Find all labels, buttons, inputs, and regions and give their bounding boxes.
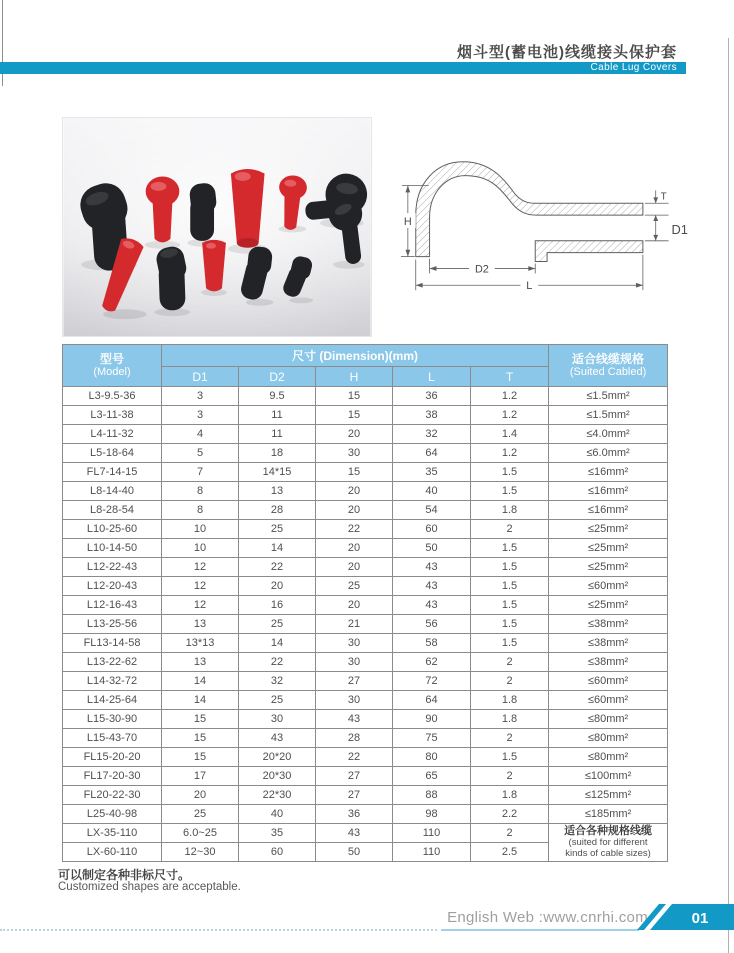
cell-model: FL20-22-30 (63, 786, 162, 805)
cell-l: 32 (393, 425, 471, 444)
col-header-suited: 适合线缆规格 (Suited Cabled) (549, 345, 668, 387)
cell-h: 43 (316, 710, 393, 729)
right-margin-rule (728, 38, 729, 953)
cell-t: 1.5 (471, 558, 549, 577)
label-l: L (526, 280, 533, 293)
cell-suited: ≤60mm² (549, 577, 668, 596)
cell-d2: 20*30 (239, 767, 316, 786)
cell-t: 1.4 (471, 425, 549, 444)
cell-t: 1.5 (471, 748, 549, 767)
cell-suited: ≤100mm² (549, 767, 668, 786)
cell-d1: 6.0~25 (162, 824, 239, 843)
cell-model: L12-16-43 (63, 596, 162, 615)
cell-h: 30 (316, 634, 393, 653)
cell-suited: ≤25mm² (549, 596, 668, 615)
cell-d1: 10 (162, 539, 239, 558)
cell-t: 1.5 (471, 596, 549, 615)
cell-suited: ≤80mm² (549, 729, 668, 748)
cell-d2: 28 (239, 501, 316, 520)
table-row (63, 387, 668, 406)
cell-h: 15 (316, 387, 393, 406)
cell-suited: ≤4.0mm² (549, 425, 668, 444)
footer-dotted-line (0, 929, 437, 931)
cell-suited: ≤16mm² (549, 501, 668, 520)
cell-d1: 17 (162, 767, 239, 786)
cell-d1: 12~30 (162, 843, 239, 862)
cell-suited: ≤6.0mm² (549, 444, 668, 463)
cell-d2: 22*30 (239, 786, 316, 805)
cell-d1: 14 (162, 691, 239, 710)
cell-d1: 25 (162, 805, 239, 824)
table-row (63, 729, 668, 748)
cell-model: L25-40-98 (63, 805, 162, 824)
cell-d2: 25 (239, 520, 316, 539)
cell-h: 20 (316, 539, 393, 558)
cell-model: L15-43-70 (63, 729, 162, 748)
cell-d1: 3 (162, 406, 239, 425)
cell-suited: ≤80mm² (549, 748, 668, 767)
cell-t: 2 (471, 767, 549, 786)
table-row (63, 748, 668, 767)
cell-model: L3-9.5-36 (63, 387, 162, 406)
cell-model: L14-25-64 (63, 691, 162, 710)
cell-h: 20 (316, 482, 393, 501)
cell-h: 27 (316, 786, 393, 805)
cell-l: 88 (393, 786, 471, 805)
cell-suited: ≤1.5mm² (549, 387, 668, 406)
cell-t: 1.5 (471, 634, 549, 653)
cell-l: 38 (393, 406, 471, 425)
cell-d2: 20*20 (239, 748, 316, 767)
table-row (63, 653, 668, 672)
cell-d1: 20 (162, 786, 239, 805)
cell-d1: 13*13 (162, 634, 239, 653)
cell-t: 1.2 (471, 387, 549, 406)
cell-d1: 14 (162, 672, 239, 691)
cell-t: 1.5 (471, 463, 549, 482)
cell-t: 1.8 (471, 501, 549, 520)
cell-d1: 7 (162, 463, 239, 482)
cell-t: 2.2 (471, 805, 549, 824)
cell-suited: ≤16mm² (549, 482, 668, 501)
table-row (63, 767, 668, 786)
table-row (63, 425, 668, 444)
cell-l: 98 (393, 805, 471, 824)
cell-l: 90 (393, 710, 471, 729)
cell-h: 15 (316, 406, 393, 425)
table-row (63, 596, 668, 615)
note-cn: 可以制定各种非标尺寸。 (58, 868, 191, 882)
label-h: H (403, 216, 412, 228)
footer-web-url: English Web :www.cnrhi.com (447, 909, 648, 926)
cell-d2: 30 (239, 710, 316, 729)
note-en: Customized shapes are acceptable. (58, 881, 241, 893)
cell-h: 20 (316, 596, 393, 615)
product-photo-graphic (63, 118, 371, 336)
cell-d2: 11 (239, 425, 316, 444)
section-banner-label: Cable Lug Covers (590, 62, 677, 73)
cell-d1: 5 (162, 444, 239, 463)
cell-d2: 60 (239, 843, 316, 862)
table-row (63, 805, 668, 824)
dimension-arrows (405, 186, 658, 288)
cell-d1: 13 (162, 653, 239, 672)
col-header-l: L (393, 367, 471, 387)
cell-suited: ≤38mm² (549, 634, 668, 653)
spec-table (62, 344, 668, 862)
cell-d1: 10 (162, 520, 239, 539)
cell-suited-merged: 适合各种规格线缆 (suited for different kinds of cable sizes) (549, 824, 668, 862)
cell-model: FL17-20-30 (63, 767, 162, 786)
table-row (63, 577, 668, 596)
cell-d1: 12 (162, 596, 239, 615)
table-row (63, 558, 668, 577)
cell-t: 2 (471, 672, 549, 691)
cell-model: L10-25-60 (63, 520, 162, 539)
cell-h: 15 (316, 463, 393, 482)
cell-d1: 13 (162, 615, 239, 634)
cell-t: 2 (471, 729, 549, 748)
cell-t: 1.5 (471, 539, 549, 558)
cell-d2: 14 (239, 634, 316, 653)
cell-d2: 40 (239, 805, 316, 824)
cell-l: 40 (393, 482, 471, 501)
cell-d2: 16 (239, 596, 316, 615)
cell-d2: 35 (239, 824, 316, 843)
cell-model: L8-28-54 (63, 501, 162, 520)
cell-d1: 3 (162, 387, 239, 406)
cell-l: 72 (393, 672, 471, 691)
page-number: 01 (691, 910, 709, 927)
cell-h: 20 (316, 501, 393, 520)
cell-h: 20 (316, 425, 393, 444)
cell-h: 30 (316, 691, 393, 710)
cell-t: 1.8 (471, 691, 549, 710)
cell-d2: 11 (239, 406, 316, 425)
cell-model: L13-25-56 (63, 615, 162, 634)
cross-section-lower (535, 241, 643, 262)
cell-d1: 4 (162, 425, 239, 444)
cell-t: 1.5 (471, 577, 549, 596)
cell-suited: ≤25mm² (549, 558, 668, 577)
cell-h: 27 (316, 672, 393, 691)
col-header-model: 型号 (Model) (63, 345, 162, 387)
cell-d1: 12 (162, 577, 239, 596)
cell-h: 50 (316, 843, 393, 862)
table-row (63, 634, 668, 653)
dimension-lines (401, 186, 669, 291)
product-photo (62, 117, 372, 337)
cell-model: L12-22-43 (63, 558, 162, 577)
table-row (63, 406, 668, 425)
spec-table-body (63, 387, 668, 862)
cell-l: 62 (393, 653, 471, 672)
cell-d1: 15 (162, 710, 239, 729)
cell-l: 36 (393, 387, 471, 406)
cell-t: 1.8 (471, 786, 549, 805)
table-row (63, 691, 668, 710)
cell-model: L13-22-62 (63, 653, 162, 672)
cell-suited: ≤125mm² (549, 786, 668, 805)
product-cover-red-taper-small (202, 240, 226, 292)
cell-h: 25 (316, 577, 393, 596)
table-row (63, 672, 668, 691)
cell-model: FL7-14-15 (63, 463, 162, 482)
table-row (63, 615, 668, 634)
cell-model: FL15-20-20 (63, 748, 162, 767)
cell-suited: ≤38mm² (549, 653, 668, 672)
cell-h: 28 (316, 729, 393, 748)
cell-d1: 8 (162, 501, 239, 520)
cell-t: 2.5 (471, 843, 549, 862)
cell-suited: ≤1.5mm² (549, 406, 668, 425)
cell-d1: 15 (162, 729, 239, 748)
cell-suited: ≤185mm² (549, 805, 668, 824)
cell-t: 1.8 (471, 710, 549, 729)
cell-d2: 22 (239, 653, 316, 672)
cell-suited: ≤16mm² (549, 463, 668, 482)
cell-l: 75 (393, 729, 471, 748)
col-header-t: T (471, 367, 549, 387)
cell-d1: 15 (162, 748, 239, 767)
cell-d2: 18 (239, 444, 316, 463)
cell-l: 43 (393, 596, 471, 615)
cell-t: 1.5 (471, 482, 549, 501)
footer-web-underline (441, 929, 639, 931)
col-header-d1: D1 (162, 367, 239, 387)
cell-d2: 22 (239, 558, 316, 577)
cell-h: 43 (316, 824, 393, 843)
cell-model: L14-32-72 (63, 672, 162, 691)
table-row (63, 444, 668, 463)
cell-model: L5-18-64 (63, 444, 162, 463)
cell-suited: ≤60mm² (549, 691, 668, 710)
cell-model: LX-35-110 (63, 824, 162, 843)
cell-h: 36 (316, 805, 393, 824)
cell-l: 43 (393, 577, 471, 596)
cell-d2: 25 (239, 615, 316, 634)
spec-table-header (63, 345, 668, 387)
cell-suited: ≤60mm² (549, 672, 668, 691)
cell-t: 2 (471, 824, 549, 843)
cell-l: 80 (393, 748, 471, 767)
cell-model: FL13-14-58 (63, 634, 162, 653)
cell-h: 30 (316, 444, 393, 463)
cell-suited: ≤25mm² (549, 520, 668, 539)
table-row (63, 501, 668, 520)
col-header-dimension: 尺寸 (Dimension)(mm) (162, 345, 549, 367)
cell-t: 2 (471, 520, 549, 539)
cell-d1: 8 (162, 482, 239, 501)
table-row (63, 520, 668, 539)
label-d1: D1 (671, 221, 688, 237)
cell-model: L8-14-40 (63, 482, 162, 501)
cell-l: 50 (393, 539, 471, 558)
cell-model: LX-60-110 (63, 843, 162, 862)
cell-l: 35 (393, 463, 471, 482)
cell-h: 20 (316, 558, 393, 577)
cell-d2: 43 (239, 729, 316, 748)
cell-suited: ≤25mm² (549, 539, 668, 558)
cell-model: L15-30-90 (63, 710, 162, 729)
cell-model: L3-11-38 (63, 406, 162, 425)
table-row (63, 539, 668, 558)
cell-l: 54 (393, 501, 471, 520)
cell-d2: 14*15 (239, 463, 316, 482)
dimension-drawing (396, 146, 712, 304)
cell-d1: 12 (162, 558, 239, 577)
cell-d2: 13 (239, 482, 316, 501)
cell-d2: 14 (239, 539, 316, 558)
cell-h: 22 (316, 748, 393, 767)
cell-t: 2 (471, 653, 549, 672)
label-t: T (660, 191, 667, 203)
cell-suited: ≤80mm² (549, 710, 668, 729)
cell-h: 22 (316, 520, 393, 539)
cell-h: 27 (316, 767, 393, 786)
cell-l: 110 (393, 824, 471, 843)
cell-h: 21 (316, 615, 393, 634)
cell-h: 30 (316, 653, 393, 672)
cell-model: L4-11-32 (63, 425, 162, 444)
section-banner (0, 62, 686, 74)
cell-l: 65 (393, 767, 471, 786)
cell-l: 58 (393, 634, 471, 653)
cell-suited: ≤38mm² (549, 615, 668, 634)
cell-l: 64 (393, 444, 471, 463)
col-header-h: H (316, 367, 393, 387)
cell-t: 1.2 (471, 444, 549, 463)
page-number-banner (628, 904, 734, 930)
col-header-d2: D2 (239, 367, 316, 387)
cell-d2: 32 (239, 672, 316, 691)
label-d2: D2 (474, 263, 489, 276)
cell-l: 60 (393, 520, 471, 539)
cell-model: L12-20-43 (63, 577, 162, 596)
cell-d2: 25 (239, 691, 316, 710)
table-row (63, 824, 668, 843)
cell-l: 56 (393, 615, 471, 634)
cell-l: 110 (393, 843, 471, 862)
cell-t: 1.2 (471, 406, 549, 425)
table-row (63, 786, 668, 805)
cell-l: 43 (393, 558, 471, 577)
table-row (63, 482, 668, 501)
cell-model: L10-14-50 (63, 539, 162, 558)
cell-t: 1.5 (471, 615, 549, 634)
cell-d2: 20 (239, 577, 316, 596)
cell-l: 64 (393, 691, 471, 710)
cell-d2: 9.5 (239, 387, 316, 406)
table-row (63, 463, 668, 482)
page-title: 烟斗型(蓄电池)线缆接头保护套 (457, 44, 677, 61)
table-row (63, 710, 668, 729)
